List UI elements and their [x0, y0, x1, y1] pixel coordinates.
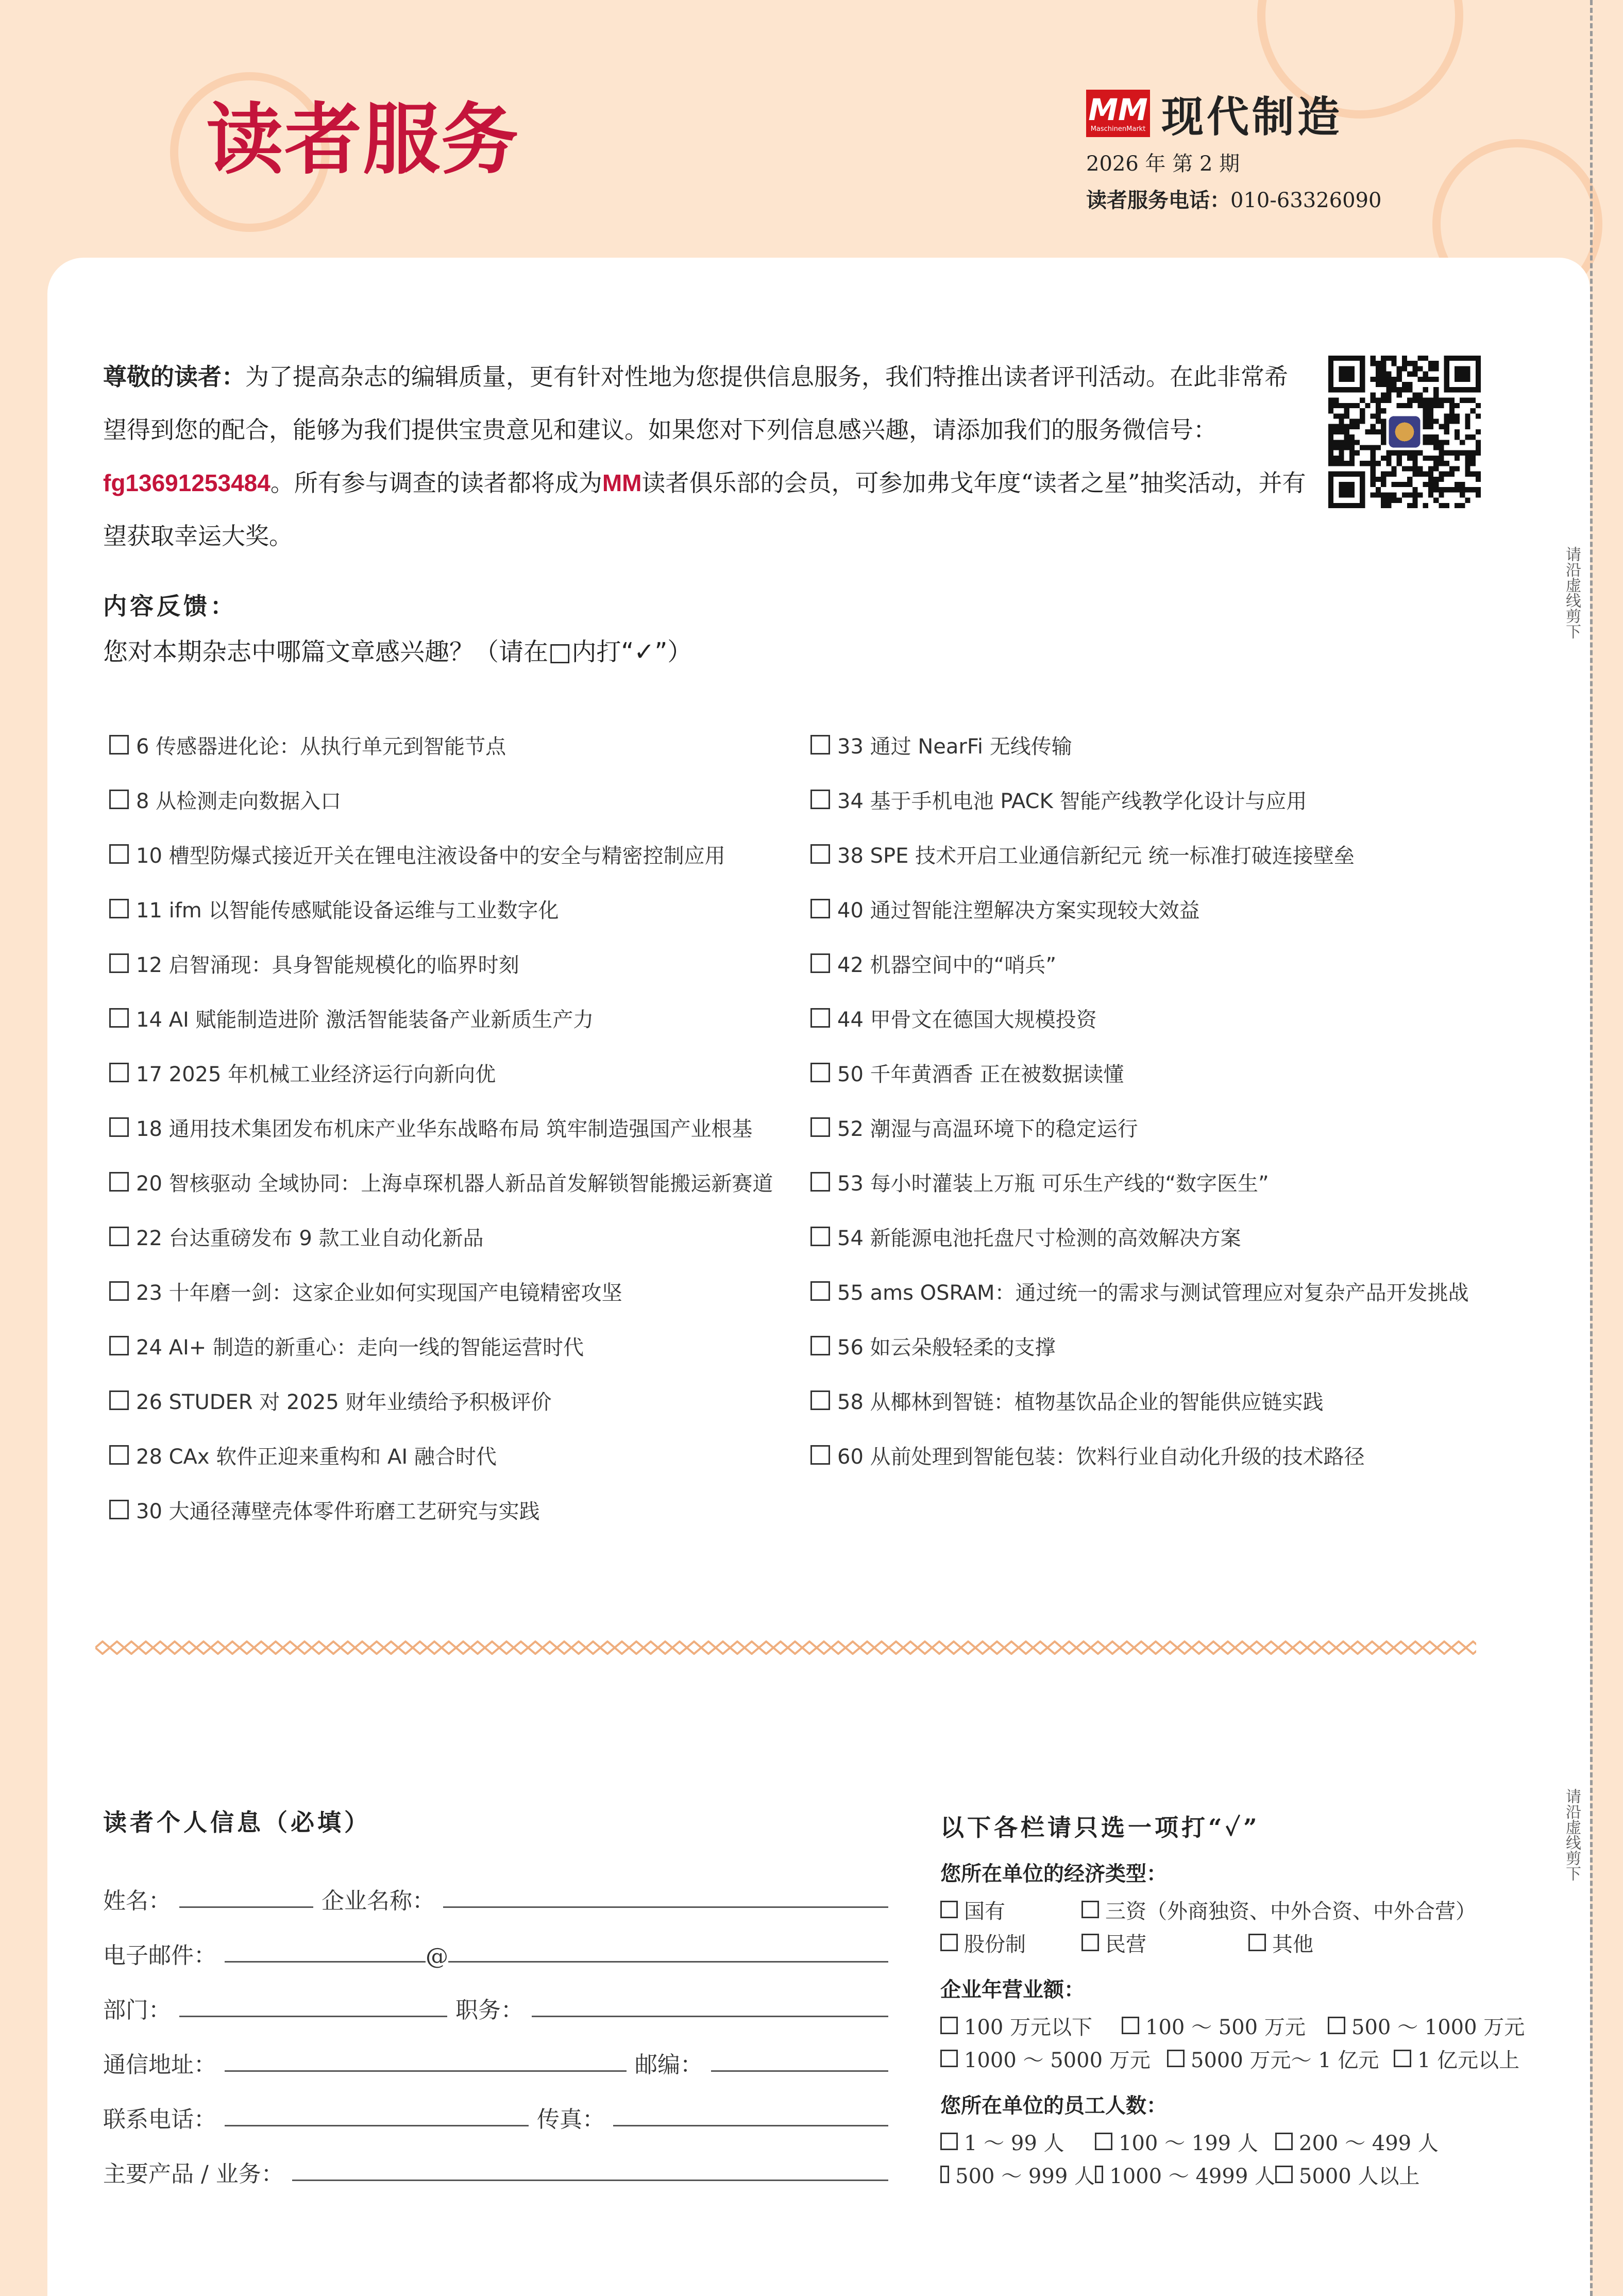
article-title: 56 如云朵般轻柔的支撑	[837, 1335, 1056, 1360]
position-field[interactable]	[532, 2012, 888, 2017]
article-title: 6 传感器进化论：从执行单元到智能节点	[136, 734, 506, 759]
article-item[interactable]	[810, 1154, 1469, 1209]
checkbox[interactable]	[1095, 2133, 1112, 2150]
checkbox[interactable]	[109, 1445, 129, 1465]
option-label: 500 ～ 1000 万元	[1351, 2015, 1525, 2039]
phone-label: 联系电话：	[103, 2106, 216, 2133]
article-title: 24 AI+ 制造的新重心：走向一线的智能运营时代	[136, 1335, 584, 1360]
position-label: 职务：	[455, 1997, 523, 2023]
article-title: 22 台达重磅发布 9 款工业自动化新品	[136, 1226, 484, 1250]
option-staff[interactable]	[1095, 2160, 1275, 2189]
personal-info-section	[103, 1804, 897, 2188]
feedback-title: 内容反馈：	[103, 592, 237, 620]
article-item[interactable]	[109, 1264, 773, 1318]
article-title: 20 智核驱动 全域协同：上海卓琛机器人新品首发解锁智能搬运新赛道	[136, 1171, 773, 1196]
option-label: 其他	[1272, 1932, 1313, 1956]
option-revenue[interactable]	[1328, 2011, 1525, 2040]
checkbox[interactable]	[109, 953, 129, 973]
checkbox[interactable]	[109, 1281, 129, 1301]
checkbox[interactable]	[1328, 2017, 1345, 2034]
article-title: 10 槽型防爆式接近开关在锂电注液设备中的安全与精密控制应用	[136, 844, 725, 868]
issue-number: 2026 年 第 2 期	[1086, 152, 1240, 176]
address-field[interactable]	[225, 2067, 627, 2072]
option-label: 1000 ～ 5000 万元	[964, 2048, 1151, 2072]
checkbox[interactable]	[810, 953, 830, 973]
article-title: 14 AI 赋能制造进阶 激活智能装备产业新质生产力	[136, 1008, 594, 1032]
option-revenue[interactable]	[1167, 2044, 1394, 2073]
article-item[interactable]	[109, 1482, 773, 1537]
products-field[interactable]	[292, 2176, 888, 2181]
article-item[interactable]	[810, 717, 1469, 772]
option-staff[interactable]	[1275, 2127, 1439, 2156]
option-economy-other[interactable]	[1248, 1928, 1313, 1957]
service-hotline	[1086, 184, 1382, 213]
phone-field[interactable]	[225, 2121, 529, 2126]
article-item[interactable]	[810, 1209, 1469, 1264]
option-row	[940, 2125, 1569, 2158]
article-item[interactable]	[109, 1373, 773, 1428]
checkbox[interactable]	[1095, 2166, 1103, 2183]
article-item[interactable]	[109, 1154, 773, 1209]
checkbox[interactable]	[810, 790, 830, 809]
article-item[interactable]	[109, 1318, 773, 1373]
hotline-label: 读者服务电话：	[1086, 188, 1230, 212]
checkbox[interactable]	[810, 844, 830, 864]
checkbox[interactable]	[940, 1901, 958, 1918]
address-label: 通信地址：	[103, 2052, 216, 2078]
name-field[interactable]	[179, 1903, 313, 1908]
article-title: 42 机器空间中的“哨兵”	[837, 953, 1057, 977]
brand-name: 现代制造	[1161, 92, 1343, 142]
checkbox[interactable]	[1122, 2017, 1139, 2034]
option-row	[940, 1926, 1569, 1959]
option-economy-shareholding[interactable]	[940, 1928, 1081, 1957]
article-title: 30 大通径薄壁壳体零件珩磨工艺研究与实践	[136, 1499, 540, 1523]
checkbox[interactable]	[109, 1063, 129, 1082]
checkbox[interactable]	[940, 2166, 949, 2183]
checkbox[interactable]	[810, 1336, 830, 1355]
article-title: 60 从前处理到智能包装：饮料行业自动化升级的技术路径	[837, 1445, 1365, 1469]
checkbox[interactable]	[810, 1281, 830, 1301]
option-label: 1000 ～ 4999 人	[1109, 2164, 1275, 2188]
checkbox[interactable]	[810, 1445, 830, 1465]
option-label: 200 ～ 499 人	[1299, 2131, 1439, 2155]
article-item[interactable]	[109, 717, 773, 772]
article-item[interactable]	[810, 1373, 1469, 1428]
checkbox[interactable]	[109, 1227, 129, 1246]
article-item[interactable]	[810, 1100, 1469, 1154]
mm-logo-subtext: MaschinenMarkt	[1090, 125, 1146, 133]
products-row	[103, 2134, 897, 2188]
article-title: 8 从检测走向数据入口	[136, 789, 342, 813]
article-item[interactable]	[810, 1264, 1469, 1318]
option-label: 500 ～ 999 人	[955, 2164, 1095, 2188]
checkbox[interactable]	[109, 844, 129, 864]
section-divider	[95, 1640, 1476, 1655]
zip-label: 邮编：	[635, 2052, 703, 2078]
checkbox[interactable]	[1081, 1934, 1099, 1951]
page-title: 读者服务	[206, 95, 520, 185]
article-title: 40 通过智能注塑解决方案实现较大效益	[837, 898, 1200, 923]
checkbox[interactable]	[940, 2133, 958, 2150]
email-domain-field[interactable]	[448, 1957, 888, 1963]
name-company-row	[103, 1861, 897, 1915]
article-title: 54 新能源电池托盘尺寸检测的高效解决方案	[837, 1226, 1241, 1250]
article-title: 17 2025 年机械工业经济运行向新向优	[136, 1062, 496, 1086]
checkbox[interactable]	[810, 1063, 830, 1082]
option-revenue[interactable]	[1122, 2011, 1328, 2040]
intro-text: 。所有参与调查的读者都将成为	[270, 469, 602, 497]
article-item[interactable]	[810, 1045, 1469, 1100]
article-item[interactable]	[810, 991, 1469, 1045]
article-item[interactable]	[810, 1428, 1469, 1482]
intro-text: 读者俱乐部的会员，可参加弗戈年度“读者之星”抽奖活动，并有望获取幸运大奖。	[103, 469, 1306, 550]
article-item[interactable]	[109, 991, 773, 1045]
option-label: 国有	[964, 1899, 1005, 1923]
checkbox[interactable]	[109, 735, 129, 755]
article-list-right	[810, 717, 1469, 1482]
checkbox[interactable]	[1394, 2050, 1411, 2067]
checkbox[interactable]	[109, 1500, 129, 1519]
email-at: @	[426, 1943, 448, 1970]
option-row	[940, 2042, 1569, 2075]
article-title: 53 每小时灌装上万瓶 可乐生产线的“数字医生”	[837, 1171, 1269, 1196]
company-field[interactable]	[443, 1903, 888, 1908]
article-title: 38 SPE 技术开启工业通信新纪元 统一标准打破连接壁垒	[837, 844, 1355, 868]
checkbox[interactable]	[109, 899, 129, 918]
checkbox[interactable]	[940, 1934, 958, 1951]
checkbox[interactable]	[810, 1390, 830, 1410]
fax-field[interactable]	[613, 2121, 888, 2126]
option-revenue[interactable]	[1394, 2044, 1519, 2073]
phone-fax-row	[103, 2079, 897, 2134]
checkbox[interactable]	[810, 735, 830, 755]
option-label: 5000 人以上	[1299, 2164, 1420, 2188]
personal-info-title: 读者个人信息（必填）	[103, 1808, 371, 1836]
name-label: 姓名：	[103, 1888, 171, 1914]
checkbox[interactable]	[109, 1008, 129, 1028]
article-title: 28 CAx 软件正迎来重构和 AI 融合时代	[136, 1445, 497, 1469]
option-label: 1 亿元以上	[1417, 2048, 1520, 2072]
zip-field[interactable]	[711, 2067, 888, 2072]
checkbox[interactable]	[1167, 2050, 1185, 2067]
cut-note: 请沿虚线剪下	[1563, 546, 1581, 639]
checkbox[interactable]	[109, 1172, 129, 1192]
dept-label: 部门：	[103, 1997, 171, 2023]
checkbox[interactable]	[940, 2050, 958, 2067]
products-label: 主要产品 / 业务：	[103, 2161, 284, 2187]
magazine-brand	[1086, 87, 1382, 213]
article-title: 23 十年磨一剑：这家企业如何实现国产电镜精密攻坚	[136, 1281, 622, 1305]
checkbox[interactable]	[1248, 1934, 1266, 1951]
article-item[interactable]	[109, 1209, 773, 1264]
article-title: 50 千年黄酒香 正在被数据读懂	[837, 1062, 1124, 1086]
options-title: 以下各栏请只选一项打“✓”	[940, 1814, 1260, 1841]
article-item[interactable]	[109, 1428, 773, 1482]
option-staff[interactable]	[940, 2127, 1095, 2156]
checkbox[interactable]	[109, 790, 129, 809]
checkbox[interactable]	[1081, 1901, 1099, 1918]
option-label: 1 ～ 99 人	[964, 2131, 1064, 2155]
option-row	[940, 2009, 1569, 2042]
article-item[interactable]	[109, 881, 773, 936]
intro-paragraph	[103, 350, 1309, 563]
mm-logo-text: MM	[1088, 92, 1148, 127]
option-economy-private[interactable]	[1081, 1928, 1248, 1957]
article-title: 44 甲骨文在德国大规模投资	[837, 1008, 1097, 1032]
article-list-left	[109, 717, 773, 1537]
checkbox[interactable]	[810, 899, 830, 918]
option-revenue[interactable]	[940, 2011, 1122, 2040]
qr-code[interactable]	[1328, 356, 1481, 508]
article-item[interactable]	[810, 772, 1469, 827]
cut-note: 请沿虚线剪下	[1563, 1788, 1581, 1881]
email-row	[103, 1915, 897, 1970]
options-section	[940, 1809, 1569, 2191]
company-label: 企业名称：	[322, 1888, 435, 1914]
checkbox[interactable]	[1275, 2133, 1293, 2150]
article-title: 34 基于手机电池 PACK 智能产线教学化设计与应用	[837, 789, 1307, 813]
mm-logo	[1086, 90, 1150, 137]
dept-field[interactable]	[179, 2012, 447, 2017]
checkbox[interactable]	[810, 1117, 830, 1137]
intro-text: 为了提高杂志的编辑质量，更有针对性地为您提供信息服务，我们特推出读者评刊活动。在此非常希望得到您的配合，能够为我们提供宝贵意见和建议。如果您对下列信息感兴趣，请添加我们的服务微信号：	[103, 363, 1288, 444]
article-title: 33 通过 NearFi 无线传输	[837, 734, 1072, 759]
checkbox[interactable]	[109, 1117, 129, 1137]
article-item[interactable]	[109, 1045, 773, 1100]
article-title: 58 从椰林到智链：植物基饮品企业的智能供应链实践	[837, 1390, 1324, 1414]
option-revenue[interactable]	[940, 2044, 1167, 2073]
staff-count-label: 您所在单位的员工人数：	[940, 2094, 1167, 2117]
option-label: 100 ～ 500 万元	[1145, 2015, 1306, 2039]
cut-line	[1590, 0, 1593, 2296]
checkbox[interactable]	[1275, 2166, 1293, 2183]
article-item[interactable]	[109, 827, 773, 881]
address-zip-row	[103, 2024, 897, 2079]
article-title: 52 潮湿与高温环境下的稳定运行	[837, 1117, 1138, 1141]
checkbox[interactable]	[109, 1336, 129, 1355]
feedback-prompt: 您对本期杂志中哪篇文章感兴趣？（请在□内打“✓”）	[103, 638, 692, 666]
option-staff[interactable]	[1275, 2160, 1420, 2189]
article-item[interactable]	[810, 827, 1469, 881]
intro-greeting: 尊敬的读者：	[103, 363, 245, 391]
option-staff[interactable]	[940, 2160, 1095, 2189]
option-label: 民营	[1105, 1932, 1146, 1956]
article-item[interactable]	[810, 936, 1469, 991]
option-label: 100 万元以下	[964, 2015, 1093, 2039]
fax-label: 传真：	[537, 2106, 605, 2133]
wechat-id[interactable]: fg13691253484	[103, 470, 270, 496]
checkbox[interactable]	[940, 2017, 958, 2034]
article-title: 18 通用技术集团发布机床产业华东战略布局 筑牢制造强国产业根基	[136, 1117, 753, 1141]
article-item[interactable]	[810, 1318, 1469, 1373]
checkbox[interactable]	[109, 1390, 129, 1410]
article-item[interactable]	[109, 772, 773, 827]
checkbox[interactable]	[810, 1008, 830, 1028]
option-label: 股份制	[964, 1932, 1026, 1956]
article-title: 11 ifm 以智能传感赋能设备运维与工业数字化	[136, 898, 559, 923]
article-item[interactable]	[810, 881, 1469, 936]
dept-position-row	[103, 1970, 897, 2024]
economy-type-label: 您所在单位的经济类型：	[940, 1863, 1167, 1885]
option-row	[940, 1893, 1569, 1926]
option-row	[940, 2158, 1569, 2191]
mm-brand-text: MM	[602, 470, 642, 496]
checkbox[interactable]	[810, 1227, 830, 1246]
email-user-field[interactable]	[225, 1957, 426, 1963]
email-label: 电子邮件：	[103, 1942, 216, 1969]
article-item[interactable]	[109, 1100, 773, 1154]
option-label: 100 ～ 199 人	[1119, 2131, 1258, 2155]
article-item[interactable]	[109, 936, 773, 991]
option-economy-foreign[interactable]	[1081, 1895, 1476, 1924]
article-title: 55 ams OSRAM：通过统一的需求与测试管理应对复杂产品开发挑战	[837, 1281, 1469, 1305]
option-staff[interactable]	[1095, 2127, 1275, 2156]
article-title: 12 启智涌现：具身智能规模化的临界时刻	[136, 953, 519, 977]
article-title: 26 STUDER 对 2025 财年业绩给予积极评价	[136, 1390, 552, 1414]
checkbox[interactable]	[810, 1172, 830, 1192]
option-label: 三资（外商独资、中外合资、中外合营）	[1105, 1899, 1476, 1923]
option-label: 5000 万元～ 1 亿元	[1191, 2048, 1379, 2072]
option-economy-state[interactable]	[940, 1895, 1081, 1924]
hotline-number: 010-63326090	[1230, 189, 1382, 212]
revenue-label: 企业年营业额：	[940, 1979, 1085, 2001]
